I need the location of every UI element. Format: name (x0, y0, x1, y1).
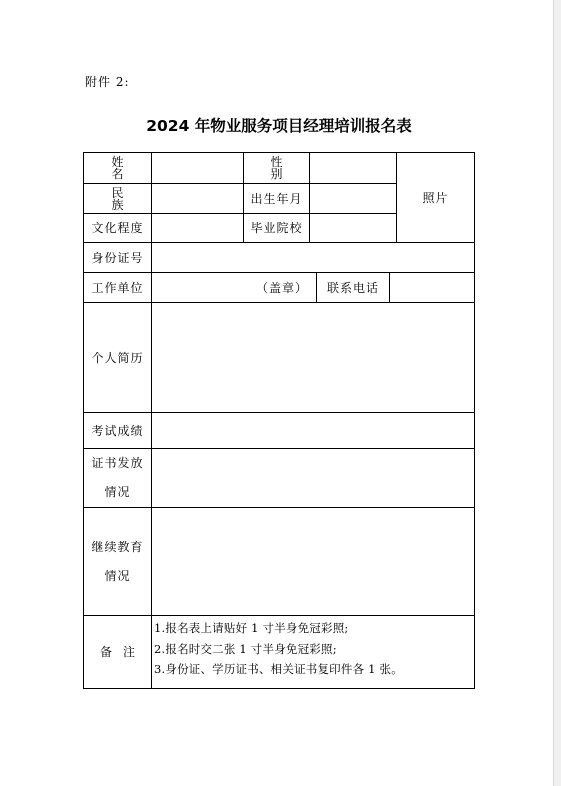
birth-label: 出生年月 (250, 191, 303, 206)
remark-item: 3.身份证、学历证书、相关证书复印件各 1 张。 (154, 662, 403, 676)
continuing-education-field[interactable] (152, 508, 474, 615)
employer-field[interactable] (152, 273, 316, 302)
exam-label: 考试成绩 (91, 423, 144, 438)
phone-field[interactable] (390, 273, 474, 302)
page-edge (553, 0, 561, 786)
remarks-label: 备注 (99, 645, 146, 659)
school-label: 毕业院校 (250, 221, 303, 235)
gender-field[interactable] (310, 153, 396, 183)
continuing-education-line2: 情况 (104, 568, 131, 583)
remark-item: 2.报名时交二张 1 寸半身免冠彩照; (154, 641, 337, 656)
certificate-label-line2: 情况 (104, 485, 131, 499)
exam-field[interactable] (152, 413, 474, 448)
ethnicity-field[interactable] (152, 184, 243, 213)
education-label: 文化程度 (91, 221, 144, 235)
certificate-label (84, 449, 151, 507)
id-label: 身份证号 (91, 250, 144, 265)
id-field[interactable] (152, 243, 474, 272)
certificate-label-line1: 证书发放 (91, 456, 144, 470)
ethnicity-label: 民 族 (111, 185, 135, 212)
continuing-education-label (84, 508, 151, 615)
certificate-field[interactable] (152, 449, 474, 507)
registration-form (83, 152, 475, 689)
seal-label: （盖章） (255, 280, 308, 295)
phone-label: 联系电话 (326, 280, 379, 295)
resume-label: 个人简历 (91, 350, 144, 365)
school-field[interactable] (310, 214, 396, 242)
page-title: 2024 年物业服务项目经理培训报名表 (146, 117, 412, 135)
attachment-label: 附件 2: (85, 75, 130, 89)
birth-field[interactable] (310, 184, 396, 213)
resume-field[interactable] (152, 303, 474, 412)
remarks-list (154, 618, 403, 680)
name-label: 姓 名 (111, 155, 135, 181)
gender-label: 性 别 (270, 155, 294, 181)
employer-label: 工作单位 (91, 280, 144, 295)
remark-item: 1.报名表上请贴好 1 寸半身免冠彩照; (154, 621, 349, 635)
education-field[interactable] (152, 214, 243, 242)
continuing-education-line1: 继续教育 (91, 539, 144, 554)
name-field[interactable] (152, 153, 243, 183)
photo-box[interactable]: 照片 (422, 190, 449, 205)
